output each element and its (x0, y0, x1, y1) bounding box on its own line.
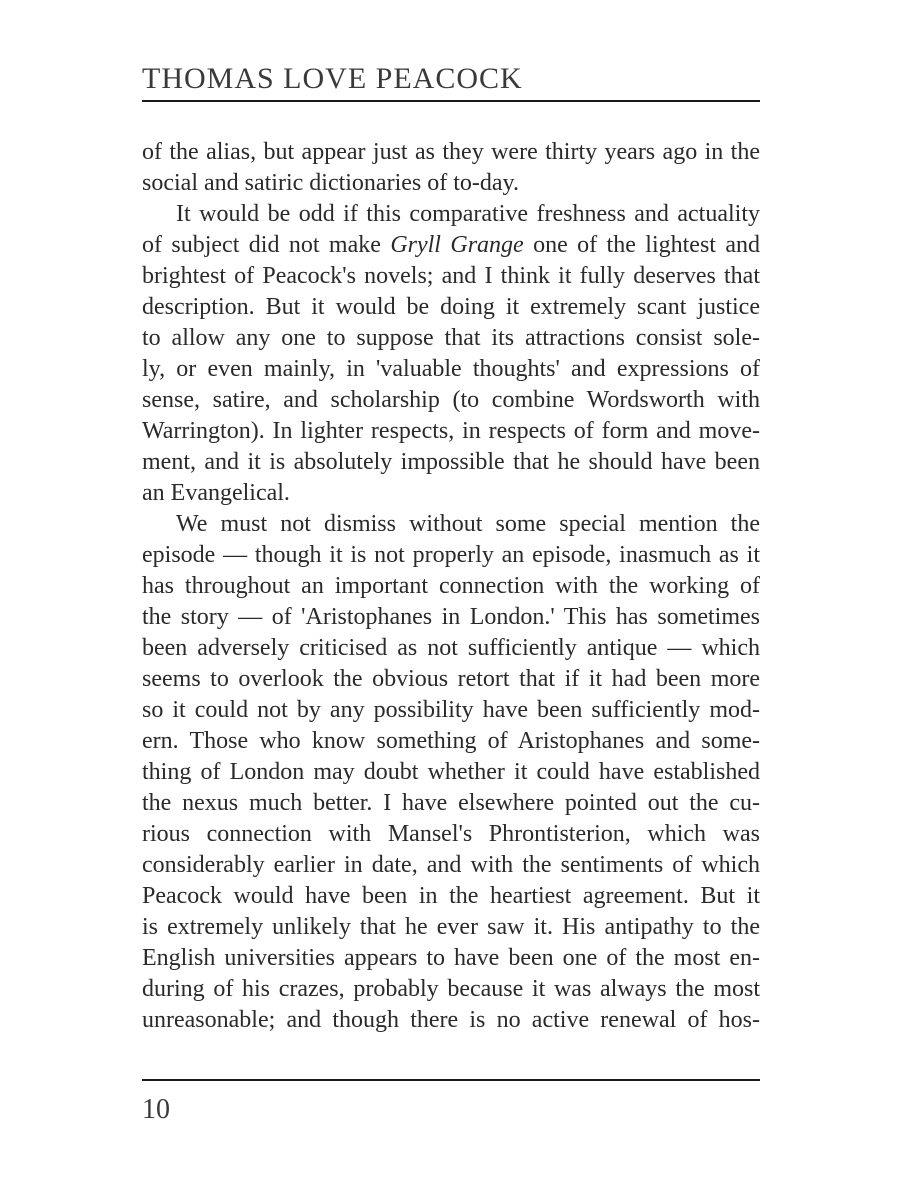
text-line: to allow any one to suppose that its attractions consist sole- (142, 325, 760, 351)
text-line: episode — though it is not properly an episode, inasmuch as it (142, 542, 760, 568)
text-line: is extremely unlikely that he ever saw it. His antipathy to the (142, 914, 760, 940)
footer-rule (142, 1079, 760, 1081)
text-line: ly, or even mainly, in 'valuable thoughts' and expressions of (142, 356, 760, 382)
text-line: Warrington). In lighter respects, in respects of form and move- (142, 418, 760, 444)
text-line: so it could not by any possibility have been sufficiently mod- (142, 697, 760, 723)
text-line: seems to overlook the obvious retort that if it had been more (142, 666, 760, 692)
text-line: has throughout an important connection with the working of (142, 573, 760, 599)
text-line: sense, satire, and scholarship (to combine Wordsworth with (142, 387, 760, 413)
text-line: ment, and it is absolutely impossible that he should have been (142, 449, 760, 475)
text-line: the story — of 'Aristophanes in London.' This has sometimes (142, 604, 760, 630)
text-line: It would be odd if this comparative freshness and actuality (176, 201, 760, 227)
text-line: social and satiric dictionaries of to-day. (142, 170, 519, 196)
text-line: been adversely criticised as not sufficiently antique — which (142, 635, 760, 661)
text-line-with-title: of subject did not make Gryll Grange one of the lightest and (142, 232, 761, 258)
text-line: unreasonable; and though there is no active renewal of hos- (142, 1007, 760, 1033)
body-text (142, 137, 760, 1036)
header-rule (142, 100, 760, 102)
text-line: during of his crazes, probably because it was always the most (142, 976, 760, 1002)
text-line: English universities appears to have been one of the most en- (142, 945, 760, 971)
text-line: an Evangelical. (142, 480, 290, 506)
book-title: Gryll Grange (390, 232, 524, 258)
text-line: We must not dismiss without some special mention the (176, 511, 760, 537)
text-line: considerably earlier in date, and with the sentiments of which (142, 852, 760, 878)
page-number: 10 (142, 1094, 170, 1125)
text-line: brightest of Peacock's novels; and I think it fully deserves that (142, 263, 760, 289)
text-line: of the alias, but appear just as they were thirty years ago in the (142, 139, 760, 165)
running-head: THOMAS LOVE PEACOCK (142, 62, 523, 95)
text-line: the nexus much better. I have elsewhere pointed out the cu- (142, 790, 760, 816)
text-line: ern. Those who know something of Aristophanes and some- (142, 728, 760, 754)
text-line: description. But it would be doing it extremely scant justice (142, 294, 760, 320)
text-line: rious connection with Mansel's Phrontisterion, which was (142, 821, 760, 847)
text-line: Peacock would have been in the heartiest agreement. But it (142, 883, 760, 909)
text-line: thing of London may doubt whether it could have established (142, 759, 760, 785)
